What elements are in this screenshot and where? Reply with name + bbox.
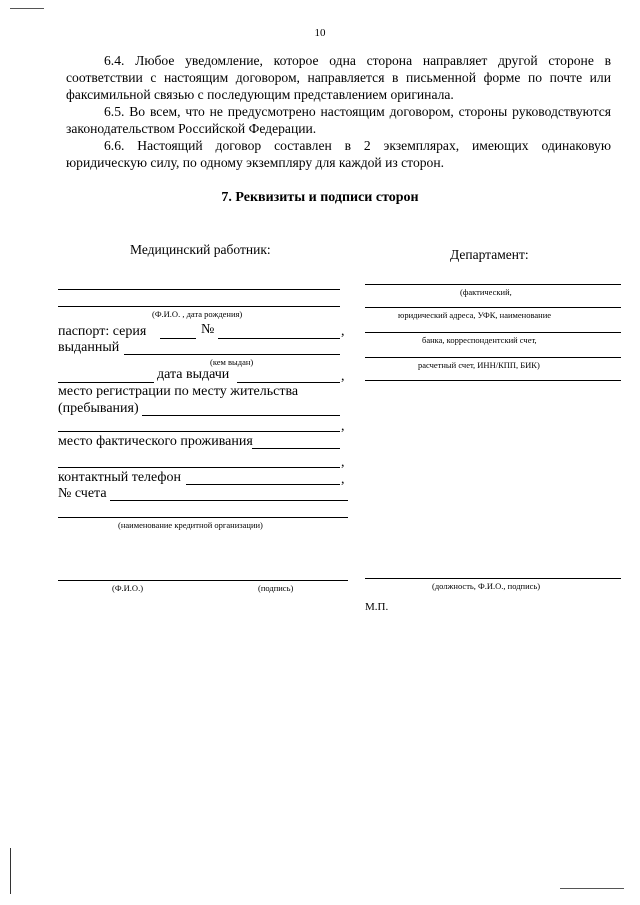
stamp-label: М.П. bbox=[365, 601, 389, 613]
department-field-3[interactable] bbox=[365, 332, 621, 333]
caption-worker-signature: (подпись) bbox=[258, 583, 294, 593]
account-label: № счета bbox=[58, 486, 107, 501]
scan-corner-line-top bbox=[10, 8, 44, 9]
issue-date-comma: , bbox=[341, 369, 345, 384]
paragraph-6-4: 6.4. Любое уведомление, которое одна сторона направляет другой стороне в соответствии с настоящим договором, направляется в письменной форме по почте или факсимильной связью с последующим представлением оригинала. bbox=[66, 53, 611, 102]
department-signature-line[interactable] bbox=[365, 578, 621, 579]
caption-fio-dob: (Ф.И.О. , дата рождения) bbox=[152, 309, 243, 319]
department-field-5[interactable] bbox=[365, 380, 621, 381]
issue-date-field[interactable] bbox=[237, 382, 340, 383]
registration-field-2[interactable] bbox=[58, 431, 340, 432]
actual-residence-comma: , bbox=[341, 455, 345, 470]
department-caption-3: банка, корреспондентский счет, bbox=[422, 335, 537, 345]
phone-field[interactable] bbox=[186, 484, 340, 485]
issue-line-start[interactable] bbox=[58, 382, 154, 383]
fio-line-1[interactable] bbox=[58, 289, 340, 290]
passport-label: паспорт: серия bbox=[58, 324, 147, 339]
worker-signature-line[interactable] bbox=[58, 580, 348, 581]
department-caption-4: расчетный счет, ИНН/КПП, БИК) bbox=[418, 360, 540, 370]
passport-series-field[interactable] bbox=[160, 338, 196, 339]
account-field[interactable] bbox=[110, 500, 348, 501]
section-title: 7. Реквизиты и подписи сторон bbox=[221, 190, 419, 205]
scan-margin-mark bbox=[10, 848, 11, 894]
phone-comma: , bbox=[341, 472, 345, 487]
caption-department-signature: (должность, Ф.И.О., подпись) bbox=[432, 581, 541, 591]
issued-by-field[interactable] bbox=[124, 354, 340, 355]
caption-credit-org: (наименование кредитной организации) bbox=[118, 520, 263, 530]
registration-comma: , bbox=[341, 419, 345, 434]
department-caption-1: (фактический, bbox=[460, 287, 512, 297]
passport-number-field[interactable] bbox=[218, 338, 340, 339]
caption-fio: (Ф.И.О.) bbox=[112, 583, 144, 593]
actual-residence-label: место фактического проживания bbox=[58, 434, 253, 449]
paragraph-6-5: 6.5. Во всем, что не предусмотрено настоящим договором, стороны руководствуются законодательством Российской Федерации. bbox=[66, 104, 612, 136]
medical-worker-heading: Медицинский работник: bbox=[130, 242, 271, 257]
actual-residence-field-2[interactable] bbox=[58, 467, 340, 468]
page-number: 10 bbox=[314, 27, 326, 39]
actual-residence-field-1[interactable] bbox=[252, 448, 340, 449]
fio-line-2[interactable] bbox=[58, 306, 340, 307]
paragraph-6-6: 6.6. Настоящий договор составлен в 2 экземплярах, имеющих одинаковую юридическую силу, по одному экземпляру для каждой из сторон. bbox=[66, 138, 611, 170]
passport-comma: , bbox=[341, 324, 345, 339]
scan-corner-line-bottom bbox=[560, 888, 624, 889]
passport-number-sign: № bbox=[201, 322, 215, 337]
phone-label: контактный телефон bbox=[58, 470, 181, 485]
registration-field-1[interactable] bbox=[142, 415, 340, 416]
stay-label: (пребывания) bbox=[58, 401, 139, 416]
credit-org-field[interactable] bbox=[58, 517, 348, 518]
department-caption-2: юридический адреса, УФК, наименование bbox=[398, 310, 552, 320]
department-field-2[interactable] bbox=[365, 307, 621, 308]
department-heading: Департамент: bbox=[450, 247, 529, 262]
issue-date-label: дата выдачи bbox=[157, 367, 230, 382]
registration-label: место регистрации по месту жительства bbox=[58, 384, 299, 399]
department-field-4[interactable] bbox=[365, 357, 621, 358]
department-field-1[interactable] bbox=[365, 284, 621, 285]
caption-issued-by: (кем выдан) bbox=[210, 357, 254, 367]
issued-label: выданный bbox=[58, 340, 120, 355]
